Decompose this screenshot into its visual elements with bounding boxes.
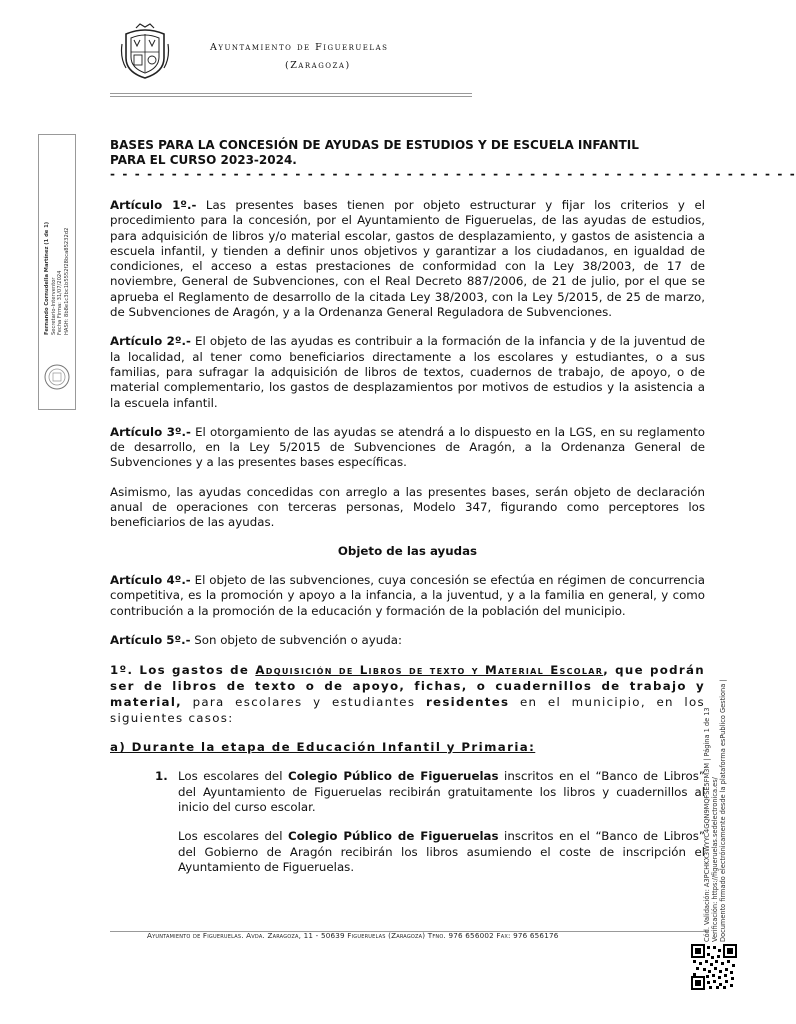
article-3-text: El otorgamiento de las ayudas se atendrá a lo dispuesto en la LGS, en su reglamento de desarrollo, en la Ley 5/2015 de Subvenciones de Aragón, a la Ordenanza General de Subvenciones y a las presentes bases específicas. — [110, 424, 705, 470]
list-item — [110, 769, 705, 875]
item-1-rest-bold: , que podrán ser de libros de texto o de apoyo, fichas, o cuadernillos de trabajo y material, — [110, 663, 706, 710]
list-item-paragraph-1 — [178, 769, 705, 815]
signature-text — [44, 145, 70, 335]
article-3 — [110, 425, 705, 471]
article-4 — [110, 573, 705, 619]
electronic-signature-stamp — [38, 134, 76, 410]
signature-signer: Fernando Cornudella Martínez (1 de 1) — [44, 221, 50, 335]
item-1-rest-normal: para escolares y estudiantes — [181, 695, 426, 710]
section-heading-objeto: Objeto de las ayudas — [337, 543, 478, 558]
validation-code: Cód. Validación: A3PCHKX3WYYC4GQN9MQFSE5FM3M | Página 1 de 13 — [703, 707, 711, 942]
footer-address: Ayuntamiento de Figueruelas. Avda. Zaragoza, 11 - 50639 Figueruelas (Zaragoza) Tfno. 976 656002 Fax: 976 656176 — [147, 931, 559, 940]
header-subtitle: (Zaragoza) — [285, 60, 351, 71]
signature-hash: HASH: 8b8e1c3bc1b5552f28bca85232d2 — [63, 227, 70, 335]
signature-date: Fecha Firma: 31/07/2024 — [57, 270, 64, 335]
article-2 — [110, 334, 705, 410]
header-divider — [110, 93, 472, 94]
document-title-line2: PARA EL CURSO 2023-2024. — [110, 153, 297, 167]
list-item-paragraph-2 — [178, 829, 705, 875]
article-5-label: Artículo 5º.- — [110, 632, 191, 647]
article-1-label: Artículo 1º.- — [110, 198, 197, 212]
article-5 — [110, 633, 705, 648]
item-1-rest-normal-2: en el municipio, en los siguientes casos: — [110, 695, 705, 726]
list-item-text-rest: inscritos en el “Banco de Libros” del Gobierno de Aragón recibirán los libros asumiendo el coste de inscripción el Ayuntamiento de Figueruelas. — [178, 829, 705, 874]
letterhead — [110, 18, 472, 96]
signature-role: Secretario-Interventor — [50, 277, 57, 335]
article-3-extra: Asimismo, las ayudas concedidas con arreglo a las presentes bases, serán objeto de declaración anual de operaciones con terceras personas, Modelo 347, figurando como perceptores los beneficiarios de las ayudas. — [110, 484, 705, 530]
list-item-school: Colegio Público de Figueruelas — [288, 769, 499, 784]
list-item-school: Colegio Público de Figueruelas — [288, 829, 499, 844]
sub-heading-a: a) Durante la etapa de Educación Infantil y Primaria: — [110, 740, 536, 755]
item-1-bold-word: residentes — [425, 695, 510, 710]
list-item-text: Los escolares del — [178, 829, 289, 844]
qr-code-icon[interactable] — [691, 944, 737, 990]
article-4-text: El objeto de las subvenciones, cuya concesión se efectúa en régimen de concurrencia competitiva, es la promoción y apoyo a la infancia, a la juventud, y a la familia en general, y como contribución a la promoción de la educación y formación de la población del municipio. — [110, 572, 705, 618]
list-item-text-rest: inscritos en el “Banco de Libros” del Ayuntamiento de Figueruelas recibirán gratuitamente los libros y cuadernillos al inicio del curso escolar. — [178, 769, 705, 815]
document-title-line1: BASES PARA LA CONCESIÓN DE AYUDAS DE ESTUDIOS Y DE ESCUELA INFANTIL — [110, 138, 639, 152]
article-1-text: Las presentes bases tienen por objeto estructurar y fijar los criterios y el procedimiento para la concesión, por el Ayuntamiento de Figueruelas, de las ayudas de estudios, para adquisición de libros y/o material escolar, gastos de desplazamiento, y gastos de asistencia a escuela infantil, y tienden a definir unos objetivos y garantizar a los ciudadanos, en igualdad de condiciones, el acceso a estas prestaciones de conformidad con la Ley 38/2003, de 17 de noviembre, General de Subvenciones, con el Real Decreto 887/2006, de 21 de julio, por el que se aprueba el Reglamento de desarrollo de la citada Ley 38/2003, con la Ley 5/2015, de 25 de marzo, de Subvenciones de Aragón, y a la Ordenanza General Reguladora de Subvenciones. — [110, 198, 705, 320]
title-dashed-rule: - - - - - - - - - - - - - - - - - - - - - - - - - - - - - - - - - - - - - - - - - - - - - - - - - - - - - - - - — [110, 167, 796, 181]
article-2-text: El objeto de las ayudas es contribuir a la formación de la infancia y de la juventud de la localidad, al tener como beneficiarios directamente a los escolares y estudiantes, o a sus familias, para sufragar la adquisición de libros de textos, cuadernos de trabajo, de apoyo, o de material complementario, los gastos de desplazamientos por motivos de estudios y la asistencia a la escuela infantil. — [110, 334, 705, 410]
item-1-underlined: Adquisición de Libros de texto y Material Escolar — [255, 663, 604, 678]
item-1 — [110, 662, 705, 726]
article-5-text: Son objeto de subvención o ayuda: — [190, 632, 402, 647]
article-4-label: Artículo 4º.- — [110, 572, 191, 587]
document-title — [110, 138, 705, 168]
header-divider-second — [110, 96, 472, 97]
municipal-coat-of-arms-icon — [118, 24, 172, 80]
validation-code-stamp — [704, 612, 727, 942]
item-1-lead: 1º. Los gastos de — [110, 663, 256, 678]
article-2-label: Artículo 2º.- — [110, 334, 191, 349]
article-3-label: Artículo 3º.- — [110, 424, 191, 439]
article-1 — [110, 198, 705, 320]
list-item-text: Los escolares del — [178, 769, 289, 784]
seal-icon — [43, 363, 71, 391]
electronic-signature-note: Documento firmado electrónicamente desde la plataforma esPublico Gestiona | — [718, 679, 727, 942]
header-title: Ayuntamiento de Figueruelas — [210, 42, 389, 53]
list-item-number: 1. — [155, 769, 168, 784]
verification-url: Verificación: https://figueruelas.sedelectronica.es/ — [710, 777, 719, 942]
